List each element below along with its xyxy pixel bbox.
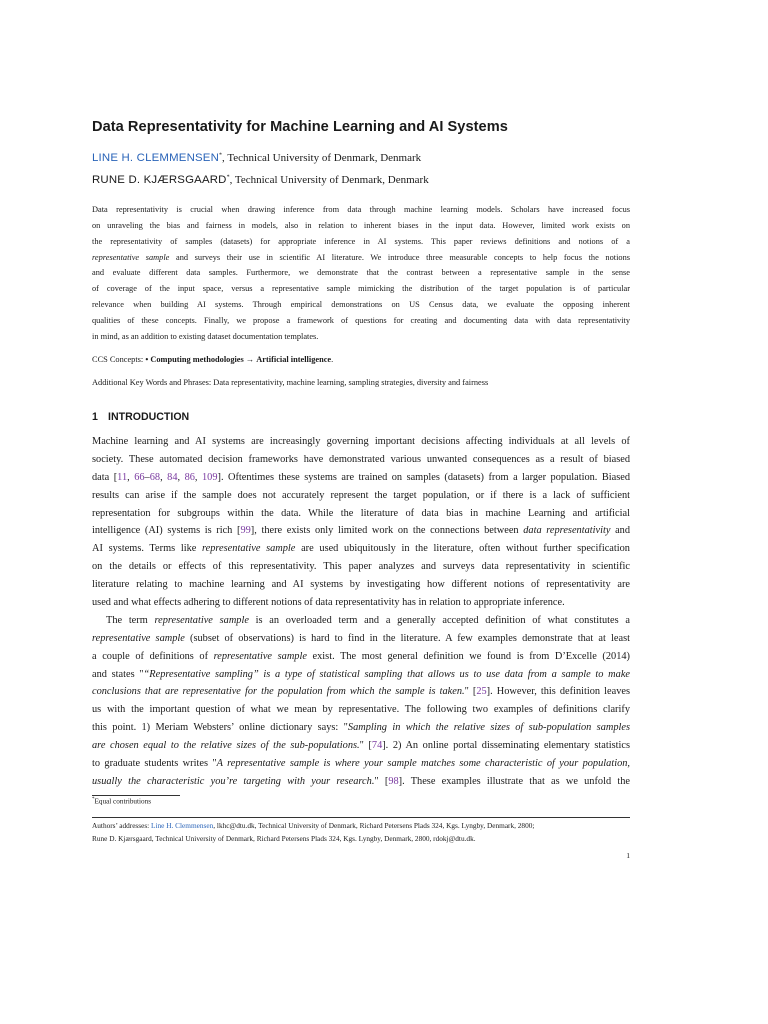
abstract-line: representative sample and surveys their use in scientific AI literature. We introduce three measurable concepts to help focus the notions bbox=[92, 252, 630, 262]
body-text-run: ]. However, this definition leaves bbox=[486, 686, 630, 698]
citation-link[interactable]: 74 bbox=[371, 740, 383, 752]
body-line bbox=[92, 558, 630, 576]
body-line bbox=[92, 648, 630, 666]
body-text-run: exist. The most general definition we found is from D’Excelle (2014) bbox=[306, 650, 630, 662]
body-line bbox=[92, 522, 630, 540]
body-text-run: ], there exists only limited work on the connections between bbox=[250, 525, 524, 537]
body-text-run: data [ bbox=[92, 471, 118, 483]
author-mark: * bbox=[219, 152, 223, 159]
abstract-line: in mind, as an addition to existing dataset documentation templates. bbox=[92, 331, 319, 341]
author-affiliation: , Technical University of Denmark, Denmark bbox=[229, 174, 429, 186]
body-text-run: , bbox=[127, 471, 135, 483]
body-line bbox=[92, 683, 630, 701]
italic-text: representative sample bbox=[92, 632, 185, 644]
body-text-run: , bbox=[194, 471, 202, 483]
body-text-run: (subset of observations) is hard to find in the literature. A few examples demonstrate that at least bbox=[184, 632, 630, 644]
body-text-run: , bbox=[160, 471, 168, 483]
author-link[interactable]: Line H. Clemmensen bbox=[151, 821, 214, 830]
address-rule bbox=[92, 817, 630, 818]
author-2 bbox=[92, 174, 429, 186]
body-line bbox=[92, 505, 630, 523]
footnote-rule bbox=[92, 795, 180, 796]
body-text-run: results can arise if the sample does not accurately represent the target population, or if there is a lack of sufficient bbox=[92, 489, 630, 501]
ccs-term: Computing methodologies bbox=[150, 355, 244, 364]
body-text-run: used and what effects adhering to different notions of data representativity has in relation to appropriate inference. bbox=[92, 597, 565, 609]
abstract-line: relevance when building AI systems. Through empirical demonstrations on US Census data, we evaluate the opposing inherent bbox=[92, 300, 630, 310]
abstract-line: and evaluate different data samples. Furthermore, we demonstrate that the contrast between a representative sample in the sense bbox=[92, 268, 630, 278]
italic-text: representative sample bbox=[202, 543, 296, 555]
body-line bbox=[92, 540, 630, 558]
body-line bbox=[92, 701, 630, 719]
body-text-run: on the details or effects of this representativity. This paper analyzes and surveys data representativity in scientific bbox=[92, 561, 630, 573]
citation-link[interactable]: 98 bbox=[388, 775, 399, 787]
body-text-run: " [ bbox=[374, 775, 389, 787]
body-text-run: a couple of definitions of bbox=[92, 650, 214, 662]
author-affiliation: , Technical University of Denmark, Denmark bbox=[222, 152, 422, 164]
body-text-run: this point. 1) Meriam Websters’ online dictionary says: " bbox=[92, 722, 348, 734]
body-text-run: ]. 2) An online portal disseminating elementary statistics bbox=[382, 740, 630, 752]
citation-link[interactable]: 109 bbox=[201, 471, 218, 483]
ccs-concepts: CCS Concepts: • Computing methodologies → Artificial intelligence. bbox=[92, 355, 334, 364]
body-line bbox=[92, 612, 630, 630]
body-text-run: and states " bbox=[92, 668, 144, 680]
body-line bbox=[92, 487, 630, 505]
body-line bbox=[92, 576, 630, 594]
body-line bbox=[92, 451, 630, 469]
body-line bbox=[92, 666, 630, 684]
address-line: Authors’ addresses: Line H. Clemmensen, lkhc@dtu.dk, Technical University of Denmark, Richard Petersens Plads 324, Kgs. Lyngby, Denmark, 2800; bbox=[92, 821, 535, 830]
page-number: 1 bbox=[626, 851, 630, 860]
body-text-run: , bbox=[177, 471, 185, 483]
section-number: 1 bbox=[92, 411, 98, 423]
citation-link[interactable]: 99 bbox=[240, 525, 251, 537]
body-line bbox=[92, 755, 630, 773]
italic-text: representative sample bbox=[154, 614, 249, 626]
body-text-run: and bbox=[610, 525, 631, 537]
body-line bbox=[92, 630, 630, 648]
author-addresses bbox=[92, 820, 630, 845]
abstract-line: the representativity of samples (datasets) for appropriate inference in AI systems. This paper reviews definitions and notions of a bbox=[92, 236, 630, 246]
body-text-run: representation for subgroups within the data. While the literature of data bias in machine Learning and artificial bbox=[92, 507, 630, 519]
italic-text: conclusions that are representative for the population from which the sample is taken. bbox=[92, 686, 465, 698]
ccs-arrow: → bbox=[243, 355, 257, 364]
citation-link[interactable]: 86 bbox=[184, 471, 195, 483]
paper-title: Data Representativity for Machine Learning and AI Systems bbox=[92, 119, 508, 135]
body-text-run: The term bbox=[106, 614, 155, 626]
citation-link[interactable]: 66 bbox=[134, 471, 145, 483]
body-text-run: AI systems. Terms like bbox=[92, 543, 203, 555]
body-text-run: Machine learning and AI systems are increasingly governing important decisions affecting individuals at all levels of bbox=[92, 436, 630, 447]
body-text-run: are used ubiquitously in the literature, often without further specification bbox=[295, 543, 630, 555]
ccs-term: Artificial intelligence bbox=[256, 355, 332, 364]
section-heading bbox=[92, 411, 189, 423]
author-name: RUNE D. KJÆRSGAARD bbox=[92, 174, 227, 186]
body-text bbox=[92, 433, 630, 791]
citation-link[interactable]: 11 bbox=[117, 471, 128, 483]
italic-text: are chosen equal to the relative sizes of the sub-populations. bbox=[92, 740, 360, 752]
paper-page bbox=[92, 0, 630, 1024]
footnote-text: Equal contributions bbox=[94, 797, 151, 806]
italic-text: data representativity bbox=[523, 525, 611, 537]
body-text-run: " [ bbox=[359, 740, 372, 752]
ccs-label: CCS Concepts: bbox=[92, 355, 146, 364]
address-line: Rune D. Kjærsgaard, Technical University of Denmark, Richard Petersens Plads 324, Kgs. Lyngby, Denmark, 2800, rdokj@dtu.dk. bbox=[92, 833, 476, 843]
keywords: Additional Key Words and Phrases: Data representativity, machine learning, sampling strategies, diversity and fairness bbox=[92, 378, 489, 387]
italic-text: Sampling in which the relative sizes of sub-population samples bbox=[347, 722, 630, 734]
author-1 bbox=[92, 152, 421, 164]
abstract-line: of coverage of the input space, versus a representative sample mimicking the distribution of the target population is of particular bbox=[92, 284, 630, 294]
abstract bbox=[92, 202, 630, 345]
author-name-link[interactable]: LINE H. CLEMMENSEN bbox=[92, 152, 220, 164]
body-text-run: – bbox=[144, 471, 150, 483]
citation-link[interactable]: 84 bbox=[167, 471, 178, 483]
italic-text: usually the characteristic you’re targeting with your research. bbox=[92, 775, 375, 787]
body-line bbox=[92, 469, 630, 487]
body-text-run: society. These automated decision frameworks have demonstrated various unwanted consequences as a result of biased bbox=[92, 453, 630, 465]
italic-text: representative sample bbox=[213, 650, 307, 662]
abstract-line: Data representativity is crucial when drawing inference from data through machine learning models. Scholars have increased focus bbox=[92, 205, 630, 214]
section-title: INTRODUCTION bbox=[108, 411, 190, 423]
footnote-mark: * bbox=[92, 797, 95, 802]
citation-link[interactable]: 68 bbox=[149, 471, 161, 483]
body-text-run: " [ bbox=[464, 686, 477, 698]
body-line bbox=[92, 433, 630, 451]
body-text-run: us with the important question of what we mean by representative. The following two examples of definitions clarify bbox=[92, 704, 630, 716]
abstract-line: on unraveling the bias and fairness in models, also in relation to inherent biases in the input data. However, limited work exists on bbox=[92, 220, 630, 230]
body-line bbox=[92, 594, 630, 612]
abstract-line: qualities of these concepts. Finally, we propose a framework of questions for creating and documenting data with data representativity bbox=[92, 315, 630, 325]
body-text-run: intelligence (AI) systems is rich [ bbox=[92, 525, 241, 537]
body-text-run: is an overloaded term and a generally accepted definition of what constitutes a bbox=[248, 614, 630, 626]
ccs-bullet: • bbox=[145, 355, 151, 364]
body-line bbox=[92, 719, 630, 737]
citation-link[interactable]: 25 bbox=[476, 686, 487, 698]
body-line bbox=[92, 773, 630, 791]
body-text-run: literature relating to machine learning and AI systems by investigating how different notions of representativity are bbox=[92, 579, 630, 591]
footnote bbox=[92, 797, 151, 805]
body-text-run: to graduate students writes " bbox=[92, 758, 217, 770]
italic-text: “Representative sampling” is a type of statistical sampling that allows us to use data from a sample to make bbox=[143, 668, 630, 680]
body-text-run: ]. Oftentimes these systems are trained on samples (datasets) from a larger population. Biased bbox=[217, 471, 631, 483]
author-mark: * bbox=[226, 174, 230, 181]
body-text-run: ]. These examples illustrate that as we unfold the bbox=[398, 775, 630, 787]
body-line bbox=[92, 737, 630, 755]
italic-text: A representative sample is where your sample matches some characteristic of your population, bbox=[216, 758, 631, 770]
